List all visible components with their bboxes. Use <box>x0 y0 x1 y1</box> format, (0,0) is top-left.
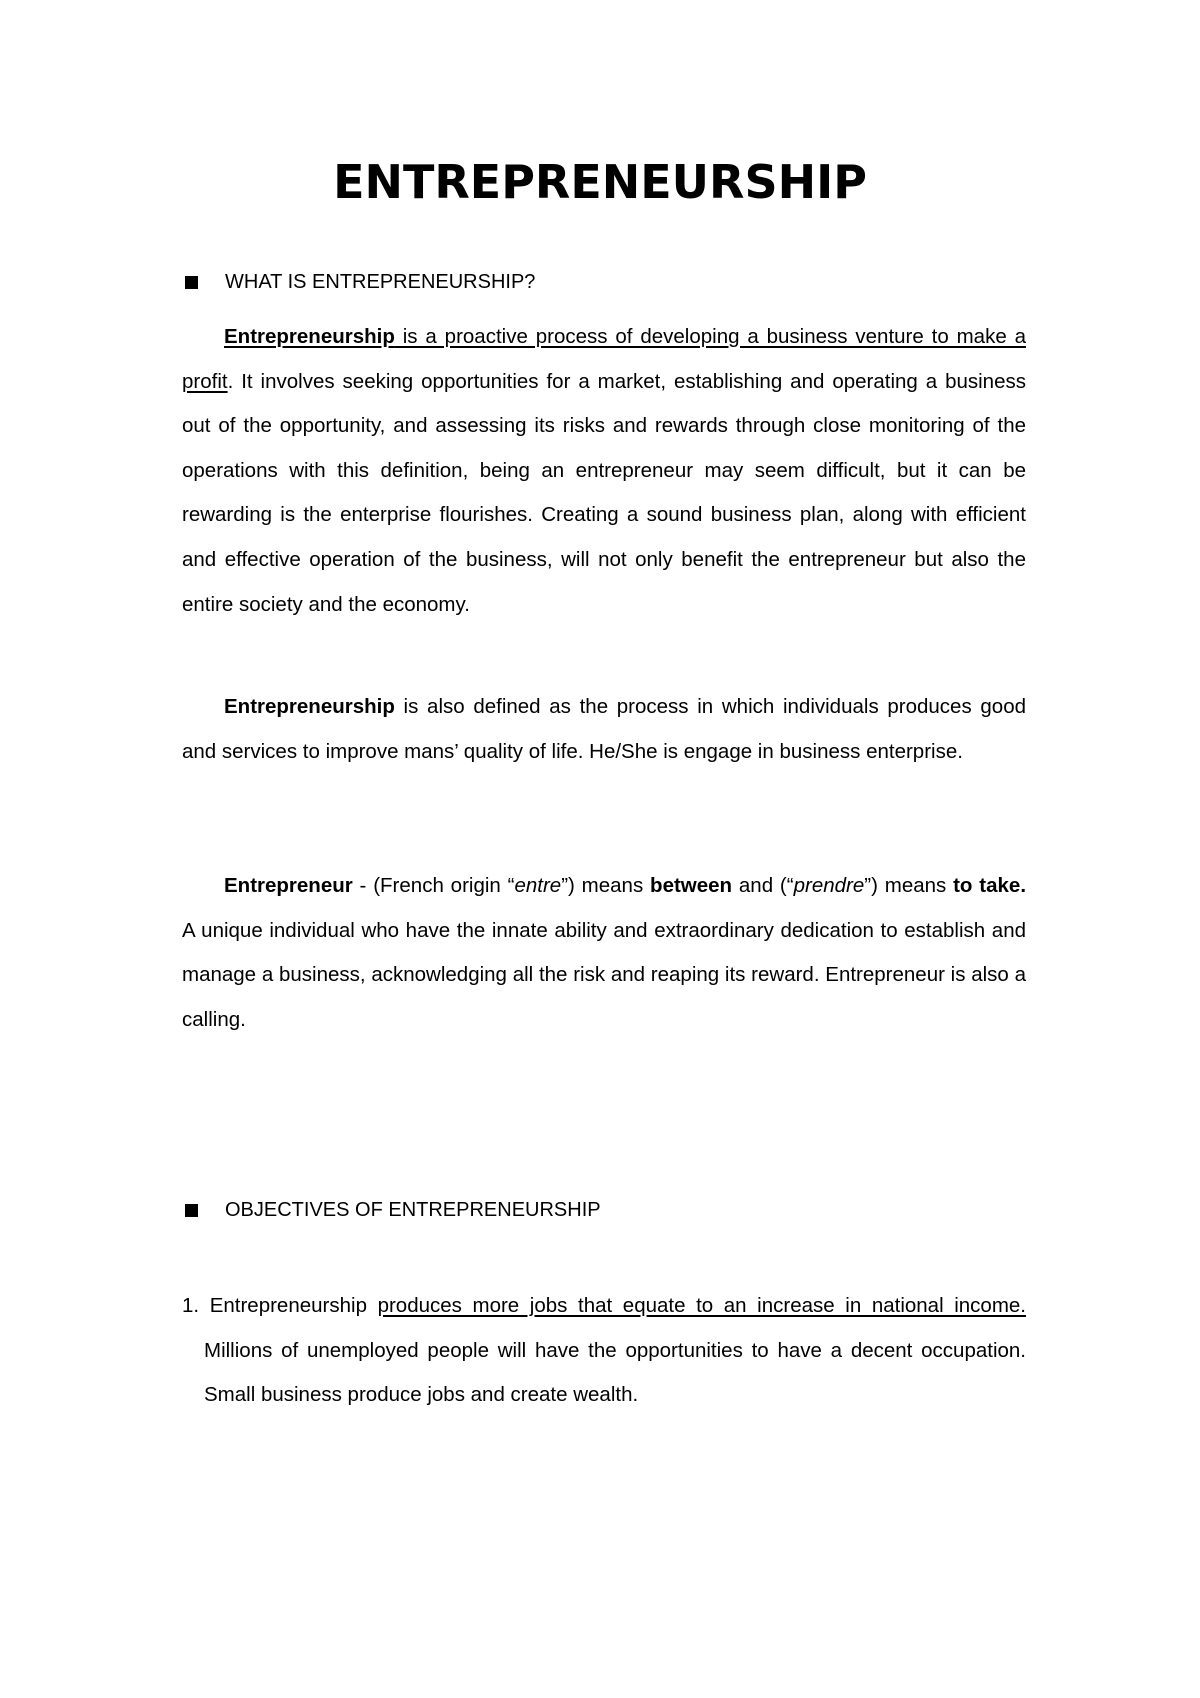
word-entre: entre <box>514 874 562 897</box>
word-prendre: prendre <box>793 874 865 897</box>
list-number: 1. <box>182 1294 200 1317</box>
section-heading-text: WHAT IS ENTREPRENEURSHIP? <box>225 271 536 293</box>
term-entrepreneur: Entrepreneur <box>224 874 353 897</box>
paragraph-definition <box>182 315 1026 627</box>
process-body: is also defined as the process in which individuals produces good and services to improve mans’ quality of life. He/She is engage in business enterprise. <box>182 695 1026 763</box>
definition-underlined: is a proactive process of developing a business venture to make a profit <box>182 325 1026 393</box>
square-bullet-icon <box>185 1204 198 1217</box>
objective-underlined: produces more jobs that equate to an increase in national income. <box>377 1294 1027 1317</box>
objective-body: Millions of unemployed people will have the opportunities to have a decent occupation. Small business produce jobs and create wealth. <box>204 1338 1026 1407</box>
square-bullet-icon <box>185 276 198 289</box>
and-text: and (“ <box>732 874 794 897</box>
paragraph-entrepreneur <box>182 864 1026 1042</box>
entrepreneur-body: A unique individual who have the innate ability and extraordinary dedication to establish and manage a business, acknowledging all the risk and reaping its reward. Entrepreneur is also a calling. <box>182 918 1026 1031</box>
means-text: ”) means <box>561 874 651 897</box>
page-title: ENTREPRENEURSHIP <box>333 155 867 209</box>
objective-lead: Entrepreneurship <box>199 1294 378 1317</box>
section-heading-text: OBJECTIVES OF ENTREPRENEURSHIP <box>225 1199 601 1221</box>
paragraph-process <box>182 685 1026 774</box>
means-text-2: ”) means <box>864 874 954 897</box>
word-between: between <box>650 874 733 897</box>
term-entrepreneurship: Entrepreneurship <box>224 695 395 718</box>
objective-item-1 <box>182 1284 1026 1418</box>
term-entrepreneurship: Entrepreneurship <box>224 325 395 348</box>
section-heading-objectives <box>185 1198 601 1222</box>
origin-text: - (French origin “ <box>352 874 515 897</box>
definition-body: . It involves seeking opportunities for a market, establishing and operating a business out of the opportunity, and assessing its risks and rewards through close monitoring of the operations with this definition, being an entrepreneur may seem difficult, but it can be rewarding is the enterprise flourishes. Creating a sound business plan, along with efficient and effective operation of the business, will not only benefit the entrepreneur but also the entire society and the economy. <box>182 369 1026 616</box>
section-heading-what-is <box>185 270 535 294</box>
word-to-take: to take. <box>953 874 1027 897</box>
